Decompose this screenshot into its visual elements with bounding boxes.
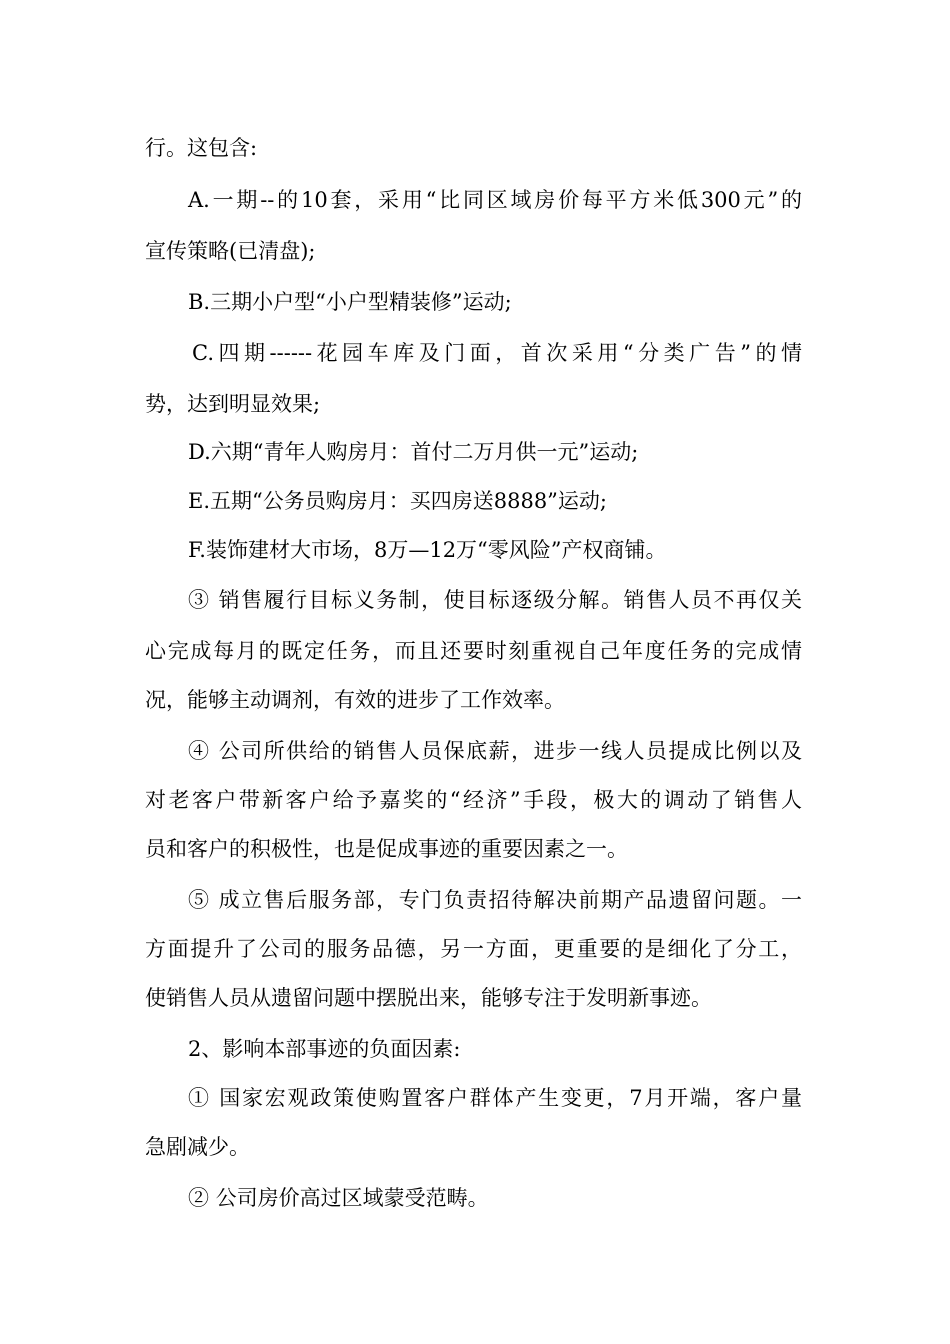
text-line: ⑤ 成立售后服务部，专门负责招待解决前期产品遗留问题。一 xyxy=(188,888,802,912)
text-line: A.一期--的10套，采用“比同区域房价每平方米低300元”的 xyxy=(188,188,802,212)
text-line: 势，达到明显效果; xyxy=(145,392,321,416)
text-line: 宣传策略(已清盘); xyxy=(145,239,316,263)
text-line: D.六期“青年人购房月：首付二万月供一元”运动; xyxy=(188,440,639,464)
text-line: 员和客户的积极性，也是促成事迹的重要因素之一。 xyxy=(145,837,628,861)
text-line: ④ 公司所供给的销售人员保底薪，进步一线人员提成比例以及 xyxy=(188,739,802,763)
text-line: 2、影响本部事迹的负面因素: xyxy=(188,1037,461,1061)
text-line: 心完成每月的既定任务，而且还要时刻重视自己年度任务的完成情 xyxy=(145,639,802,663)
text-line: 行。这包含: xyxy=(145,136,258,160)
text-line: ② 公司房价高过区域蒙受范畴。 xyxy=(188,1186,489,1210)
text-line: C.四期------花园车库及门面，首次采用“分类广告”的情 xyxy=(192,341,802,365)
text-line: F.装饰建材大市场，8万—12万“零风险”产权商铺。 xyxy=(188,538,667,562)
text-line: B.三期小户型“小户型精装修”运动; xyxy=(188,290,512,314)
text-line: 况，能够主动调剂，有效的进步了工作效率。 xyxy=(145,688,565,712)
text-line: 对老客户带新客户给予嘉奖的“经济”手段，极大的调动了销售人 xyxy=(145,788,802,812)
text-line: 方面提升了公司的服务品德，另一方面，更重要的是细化了分工， xyxy=(145,937,802,961)
text-line: 使销售人员从遗留问题中摆脱出来，能够专注于发明新事迹。 xyxy=(145,986,712,1010)
text-line: ③ 销售履行目标义务制，使目标逐级分解。销售人员不再仅关 xyxy=(188,588,802,612)
text-line: 急剧减少。 xyxy=(145,1135,250,1159)
text-line: E.五期“公务员购房月：买四房送8888”运动; xyxy=(188,489,607,513)
text-line: ① 国家宏观政策使购置客户群体产生变更，7月开端，客户量 xyxy=(188,1086,802,1110)
